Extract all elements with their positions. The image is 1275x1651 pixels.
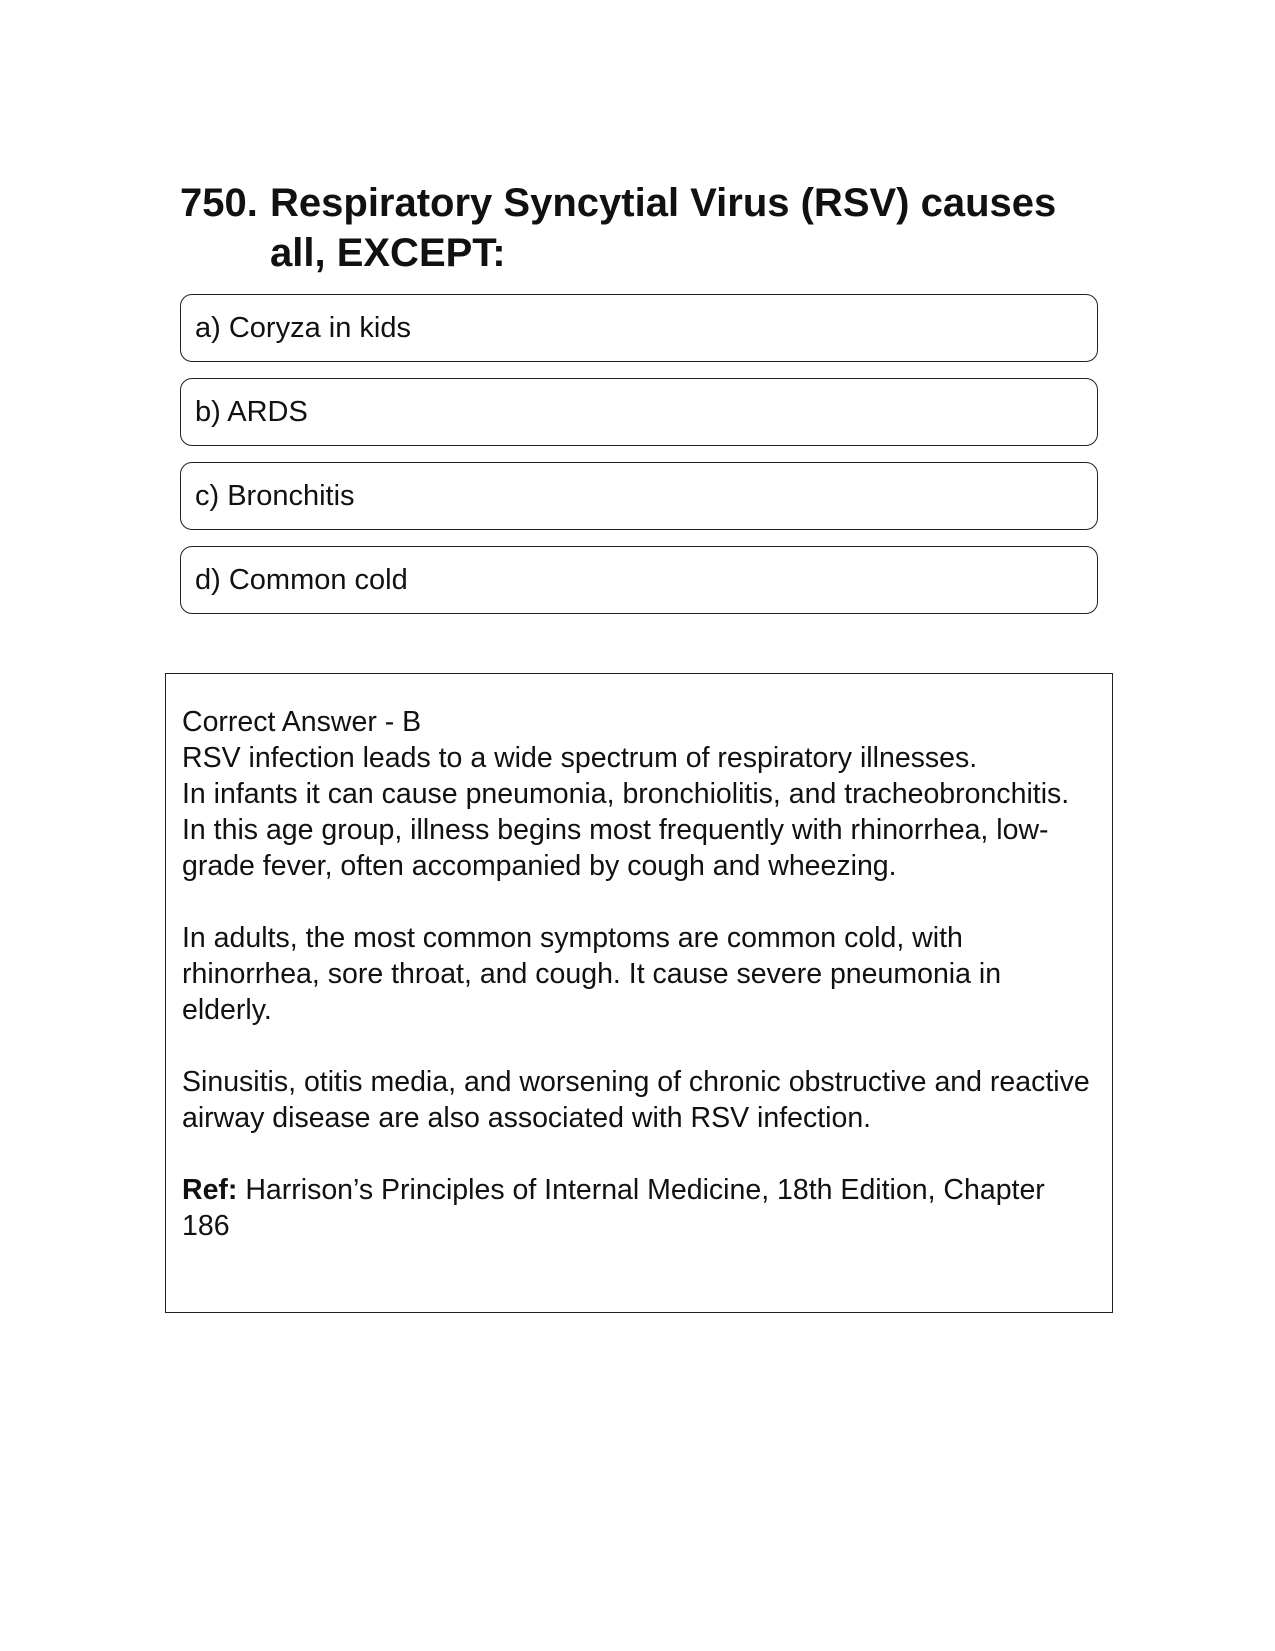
explanation-infants: In infants it can cause pneumonia, bronchiolitis, and tracheobronchitis. In this age group, illness begins most frequently with rhinorrhea, low-grade fever, often accompanied by cough and wheezing. [182,778,1070,882]
explanation-box [165,673,1113,1313]
question-heading [180,178,1100,278]
option-b[interactable] [180,378,1098,446]
option-c[interactable] [180,462,1098,530]
question-text: Respiratory Syncytial Virus (RSV) causes all, EXCEPT: [270,181,1057,275]
option-d-label: d) Common cold [195,563,408,596]
explanation-associations: Sinusitis, otitis media, and worsening of chronic obstructive and reactive airway disease are also associated with RSV infection. [182,1066,1090,1134]
explanation-adults: In adults, the most common symptoms are common cold, with rhinorrhea, sore throat, and cough. It cause severe pneumonia in elderly. [182,922,1002,1026]
explanation-intro: RSV infection leads to a wide spectrum of respiratory illnesses. [182,742,978,774]
option-b-label: b) ARDS [195,395,308,428]
question-number: 750. [180,181,258,225]
option-d[interactable] [180,546,1098,614]
option-a-label: a) Coryza in kids [195,311,411,344]
option-a[interactable] [180,294,1098,362]
reference-text: Harrison’s Principles of Internal Medicine, 18th Edition, Chapter 186 [182,1174,1045,1242]
answer-options [180,294,1098,630]
reference-label: Ref: [182,1174,238,1206]
option-c-label: c) Bronchitis [195,479,355,512]
correct-answer: Correct Answer - B [182,706,422,738]
reference [182,1172,1098,1244]
